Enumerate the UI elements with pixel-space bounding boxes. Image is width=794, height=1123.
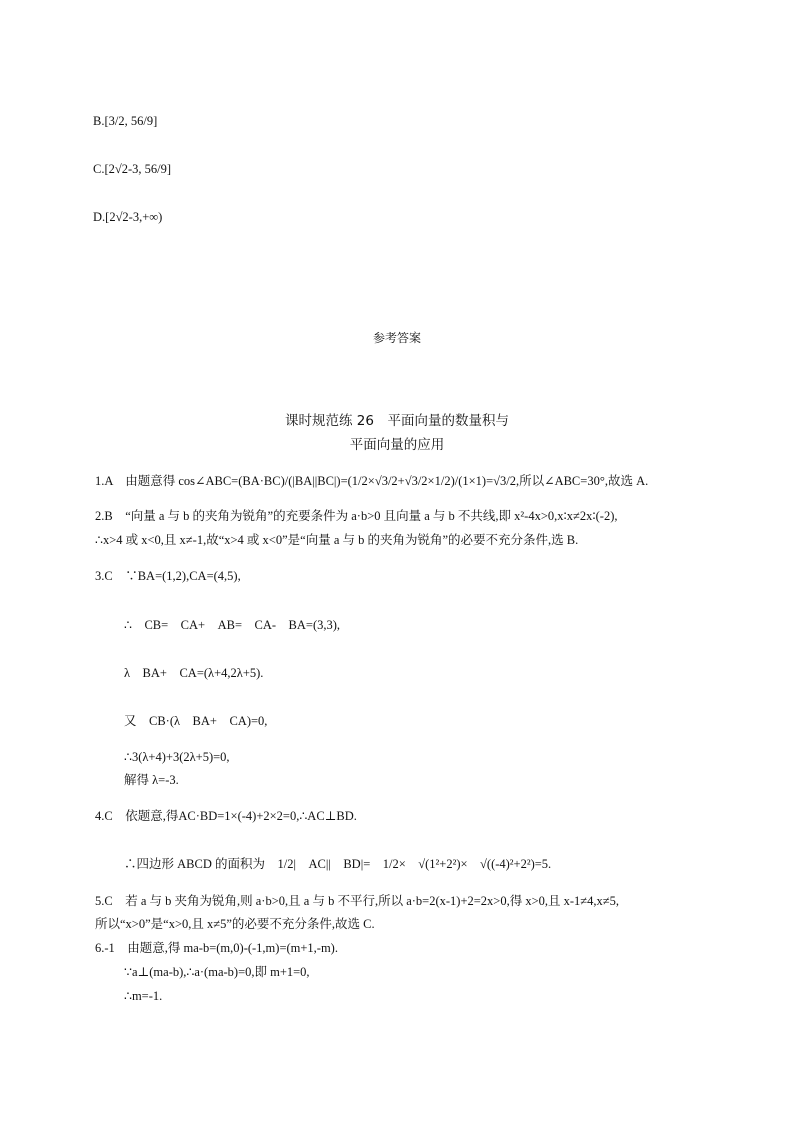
answer-4-line-2: ∴四边形 ABCD 的面积为 1/2| AC|| BD|= 1/2× √(1²+2²)× √((-4)²+2²)=5. <box>124 857 552 871</box>
answer-5-line-2: 所以“x>0”是“x>0,且 x≠5”的必要不充分条件,故选 C. <box>95 917 375 931</box>
answer-6-line-2: ∵a⊥(ma-b),∴a·(ma-b)=0,即 m+1=0, <box>124 965 310 979</box>
answer-3-line-6: 解得 λ=-3. <box>124 773 179 787</box>
option-b: B.[3/2, 56/9] <box>93 114 158 128</box>
answer-6-line-1: 6.-1 由题意,得 ma-b=(m,0)-(-1,m)=(m+1,-m). <box>95 941 338 955</box>
answer-4-line-1: 4.C 依题意,得AC·BD=1×(-4)+2×2=0,∴AC⊥BD. <box>95 809 357 823</box>
option-d: D.[2√2-3,+∞) <box>93 210 163 224</box>
answer-5-line-1: 5.C 若 a 与 b 夹角为锐角,则 a·b>0,且 a 与 b 不平行,所以 a·b=2(x-1)+2=2x>0,得 x>0,且 x-1≠4,x≠5, <box>95 894 620 908</box>
answer-2-line-1: 2.B “向量 a 与 b 的夹角为锐角”的充要条件为 a·b>0 且向量 a 与 b 不共线,即 x²-4x>0,x∶x≠2x∶(-2), <box>95 509 618 523</box>
answer-header: 参考答案 <box>372 331 421 345</box>
option-c: C.[2√2-3, 56/9] <box>93 162 172 176</box>
lesson-title-line-1: 课时规范练 26 平面向量的数量积与 <box>285 413 509 429</box>
answer-3-line-3: λ BA+ CA=(λ+4,2λ+5). <box>124 666 264 680</box>
answer-3-line-4: 又 CB·(λ BA+ CA)=0, <box>124 714 268 728</box>
answer-6-line-3: ∴m=-1. <box>124 989 163 1003</box>
answer-3-line-2: ∴ CB= CA+ AB= CA- BA=(3,3), <box>124 618 341 632</box>
lesson-title-line-2: 平面向量的应用 <box>349 437 445 453</box>
answer-2-line-2: ∴x>4 或 x<0,且 x≠-1,故“x>4 或 x<0”是“向量 a 与 b 的夹角为锐角”的必要不充分条件,选 B. <box>95 533 579 547</box>
answer-3-line-1: 3.C ∵BA=(1,2),CA=(4,5), <box>95 569 241 583</box>
answer-3-line-5: ∴3(λ+4)+3(2λ+5)=0, <box>124 750 230 764</box>
answer-1: 1.A 由题意得 cos∠ABC=(BA·BC)/(|BA||BC|)=(1/2×√3/2+√3/2×1/2)/(1×1)=√3/2,所以∠ABC=30°,故选 A. <box>95 474 649 488</box>
